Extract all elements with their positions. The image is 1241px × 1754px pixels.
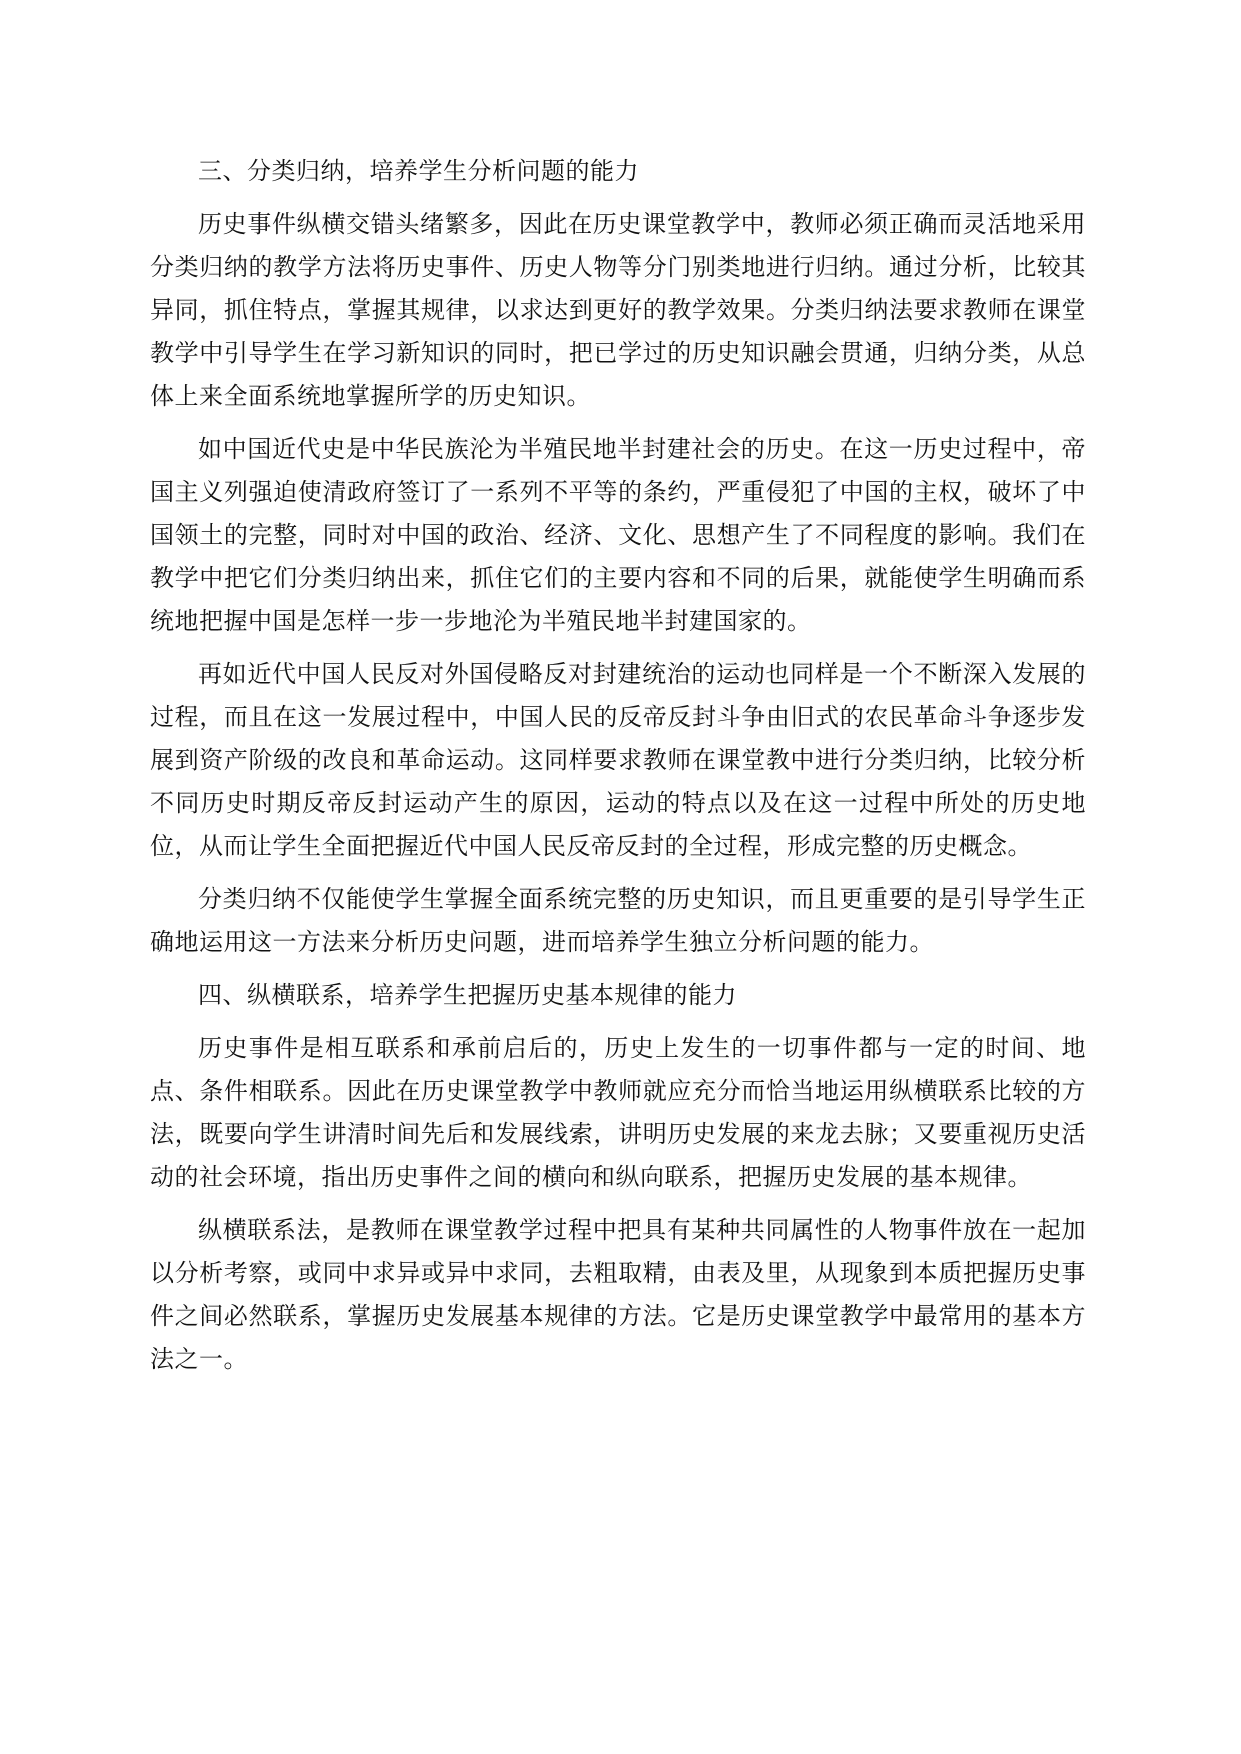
paragraph-modern-history-example: 如中国近代史是中华民族沦为半殖民地半封建社会的历史。在这一历史过程中，帝国主义列强迫使清政府签订了一系列不平等的条约，严重侵犯了中国的主权，破坏了中国领土的完整，同时对中国的政治、经济、文化、思想产生了不同程度的影响。我们在教学中把它们分类归纳出来，抓住它们的主要内容和不同的后果，就能使学生明确而系统地把握中国是怎样一步一步地沦为半殖民地半封建国家的。: [150, 435, 1086, 635]
paragraph-connection-method: 纵横联系法，是教师在课堂教学过程中把具有某种共同属性的人物事件放在一起加以分析考察，或同中求异或异中求同，去粗取精，由表及里，从现象到本质把握历史事件之间必然联系，掌握历史发展基本规律的方法。它是历史课堂教学中最常用的基本方法之一。: [150, 1216, 1086, 1373]
document-body: [150, 150, 1086, 1391]
section-heading-3: 三、分类归纳，培养学生分析问题的能力: [198, 157, 639, 185]
paragraph-classification-summary: 分类归纳不仅能使学生掌握全面系统完整的历史知识，而且更重要的是引导学生正确地运用这一方法来分析历史问题，进而培养学生独立分析问题的能力。: [150, 885, 1086, 956]
section-heading-4: 四、纵横联系，培养学生把握历史基本规律的能力: [198, 981, 737, 1009]
paragraph-classification-intro: 历史事件纵横交错头绪繁多，因此在历史课堂教学中，教师必须正确而灵活地采用分类归纳的教学方法将历史事件、历史人物等分门别类地进行归纳。通过分析，比较其异同，抓住特点，掌握其规律，以求达到更好的教学效果。分类归纳法要求教师在课堂教学中引导学生在学习新知识的同时，把已学过的历史知识融会贯通，归纳分类，从总体上来全面系统地掌握所学的历史知识。: [150, 210, 1086, 410]
paragraph-connection-intro: 历史事件是相互联系和承前启后的，历史上发生的一切事件都与一定的时间、地点、条件相联系。因此在历史课堂教学中教师就应充分而恰当地运用纵横联系比较的方法，既要向学生讲清时间先后和发展线索，讲明历史发展的来龙去脉；又要重视历史活动的社会环境，指出历史事件之间的横向和纵向联系，把握历史发展的基本规律。: [150, 1034, 1086, 1191]
paragraph-anti-imperialism-example: 再如近代中国人民反对外国侵略反对封建统治的运动也同样是一个不断深入发展的过程，而且在这一发展过程中，中国人民的反帝反封斗争由旧式的农民革命斗争逐步发展到资产阶级的改良和革命运动。这同样要求教师在课堂教中进行分类归纳，比较分析不同历史时期反帝反封运动产生的原因，运动的特点以及在这一过程中所处的历史地位，从而让学生全面把握近代中国人民反帝反封的全过程，形成完整的历史概念。: [150, 660, 1086, 860]
